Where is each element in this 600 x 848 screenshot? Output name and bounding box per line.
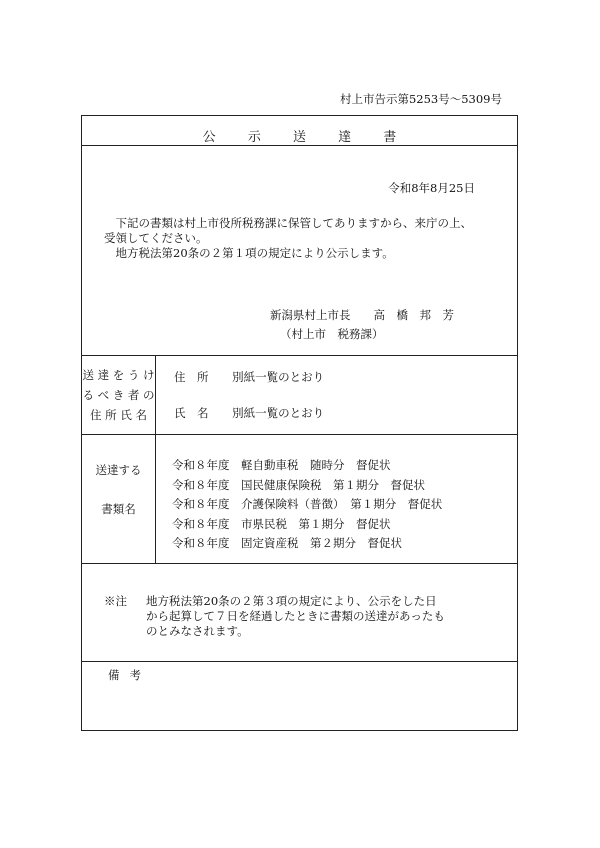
divider-title	[82, 145, 517, 146]
notice-number: 村上市告示第5253号～5309号	[339, 92, 502, 106]
note-block	[104, 594, 504, 639]
recipient-label-3: 住 所 氏 名	[90, 408, 147, 422]
notice-body	[104, 216, 504, 261]
divider-documents	[82, 563, 517, 564]
title-char: 送	[292, 130, 306, 145]
notice-form	[81, 115, 518, 731]
divider-body	[82, 355, 517, 356]
title-char: 公	[202, 130, 216, 145]
divider-recipient	[82, 434, 517, 435]
column-divider	[155, 355, 156, 563]
note-marker: ※注	[104, 594, 127, 608]
documents-label-2: 書類名	[101, 502, 136, 516]
name-value: 別紙一覧のとおり	[232, 406, 325, 420]
recipient-label-2: る べ き 者 の	[82, 388, 155, 402]
document-item: 令和８年度 市県民税 第１期分 督促状	[172, 516, 391, 531]
remarks-label: 備考	[108, 668, 151, 682]
note-line: 地方税法第20条の２第３項の規定により、公示をした日	[146, 594, 437, 608]
recipient-label-1: 送 達 を う け	[82, 368, 155, 382]
issuer-name: 新潟県村上市長 高 橋 邦 芳	[270, 308, 454, 322]
notice-date: 令和8年8月25日	[388, 181, 475, 195]
title-char: 書	[383, 130, 397, 145]
issuer-block	[270, 306, 454, 344]
document-item: 令和８年度 介護保険料（普徴） 第１期分 督促状	[172, 497, 443, 511]
divider-note	[82, 661, 517, 662]
body-line: 受領してください。	[104, 231, 208, 245]
name-label: 氏 名	[174, 406, 209, 420]
note-line: のとみなされます。	[146, 624, 249, 638]
body-line: 下記の書類は村上市役所税務課に保管してありますから、来庁の上、	[104, 216, 472, 230]
body-line: 地方税法第20条の２第１項の規定により公示します。	[104, 246, 394, 260]
title-char: 示	[247, 130, 261, 145]
documents-label-1: 送達する	[95, 463, 142, 477]
title-char: 達	[338, 130, 352, 145]
documents-list	[172, 456, 442, 554]
page-title	[82, 126, 517, 145]
document-item: 令和８年度 固定資産税 第２期分 督促状	[172, 536, 402, 550]
address-label: 住 所	[174, 370, 209, 384]
address-row	[174, 369, 324, 385]
note-line: から起算して７日を経過したときに書類の送達があったも	[146, 609, 445, 623]
issuer-department: （村上市 税務課）	[280, 327, 384, 341]
name-row	[174, 405, 324, 421]
address-value: 別紙一覧のとおり	[232, 370, 325, 384]
document-item: 令和８年度 軽自動車税 随時分 督促状	[172, 458, 391, 472]
document-item: 令和８年度 国民健康保険税 第１期分 督促状	[172, 477, 425, 492]
